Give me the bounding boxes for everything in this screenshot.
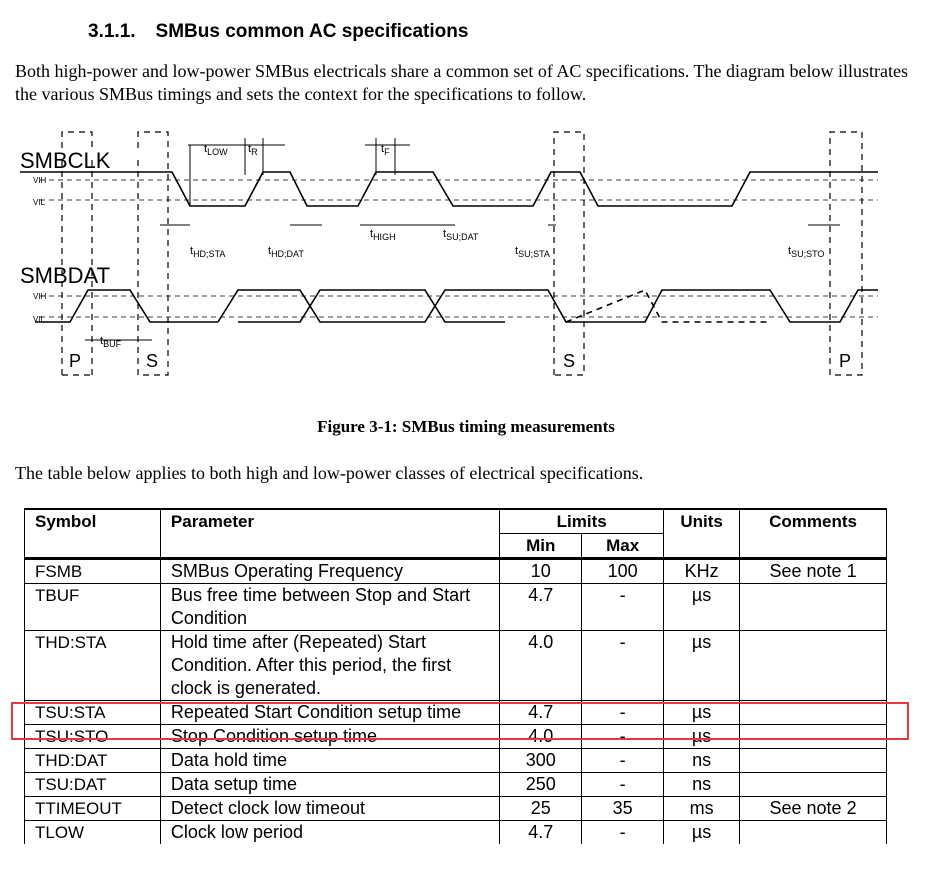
table-row: TSU:STA Repeated Start Condition setup time 4.7 - µs bbox=[25, 701, 887, 725]
dat-vil: VIL bbox=[33, 315, 46, 324]
dat-vih: VIH bbox=[33, 292, 47, 301]
svg-text:tSU;STO: $t_{SU;STO}$ bbox=[788, 245, 825, 259]
svg-text:tF: $t_F$ bbox=[381, 143, 390, 157]
svg-text:tHD;DAT: $t_{HD;DAT}$ bbox=[268, 245, 304, 259]
clk-vil: VIL bbox=[33, 198, 46, 207]
table-row: THD:STA Hold time after (Repeated) Start Condition. After this period, the first clock is generated. 4.0 - µs bbox=[25, 631, 887, 701]
table-row: FSMB SMBus Operating Frequency 10 100 KHz See note 1 bbox=[25, 559, 887, 584]
svg-text:tLOW: $t_{LOW}$ bbox=[204, 143, 228, 157]
marker-s-start: S bbox=[146, 351, 159, 371]
table-row: TTIMEOUT Detect clock low timeout 25 35 ms See note 2 bbox=[25, 797, 887, 821]
marker-boxes bbox=[62, 132, 862, 375]
table-row: TSU:DAT Data setup time 250 - ns bbox=[25, 773, 887, 797]
table-row: TSU:STO Stop Condition setup time 4.0 - µs bbox=[25, 725, 887, 749]
header-parameter: Parameter bbox=[160, 509, 499, 559]
figure-caption: Figure 3-1: SMBus timing measurements bbox=[317, 417, 615, 436]
section-heading bbox=[88, 21, 468, 43]
clk-waveform bbox=[20, 172, 878, 206]
table-row: TLOW Clock low period 4.7 - µs bbox=[25, 821, 887, 845]
clk-label: SMBCLK bbox=[20, 148, 111, 173]
threshold-lines bbox=[40, 180, 878, 317]
clk-vih: VIH bbox=[33, 176, 47, 185]
header-limits: Limits bbox=[500, 509, 664, 534]
svg-text:tSU;STA: $t_{SU;STA}$ bbox=[515, 245, 550, 259]
svg-text:tHIGH: $t_{HIGH}$ bbox=[370, 228, 396, 242]
svg-text:tBUF: $t_{BUF}$ bbox=[100, 335, 122, 349]
ac-spec-table bbox=[24, 508, 887, 844]
timing-diagram bbox=[0, 118, 932, 380]
svg-text:tHD;STA: $t_{HD;STA}$ bbox=[190, 245, 226, 259]
marker-s-repeat: S bbox=[563, 351, 576, 371]
table-intro: The table below applies to both high and low-power classes of electrical specifications. bbox=[15, 463, 644, 483]
table-row: TBUF Bus free time between Stop and Start Condition 4.7 - µs bbox=[25, 584, 887, 631]
header-max: Max bbox=[582, 534, 664, 559]
svg-text:tR: $t_R$ bbox=[248, 143, 258, 157]
intro-paragraph: Both high-power and low-power SMBus electricals share a common set of AC specifications. The diagram below illustrates the various SMBus timings and sets the context for the specifications to follow. bbox=[15, 61, 908, 104]
section-number: 3.1.1. bbox=[88, 21, 136, 42]
section-title: SMBus common AC specifications bbox=[155, 21, 469, 42]
dat-label: SMBDAT bbox=[20, 263, 111, 288]
header-symbol: Symbol bbox=[25, 509, 161, 559]
svg-text:tSU;DAT: $t_{SU;DAT}$ bbox=[443, 228, 479, 242]
header-units: Units bbox=[664, 509, 740, 559]
table-row: THD:DAT Data hold time 300 - ns bbox=[25, 749, 887, 773]
marker-p-start: P bbox=[69, 351, 82, 371]
marker-p-stop: P bbox=[839, 351, 852, 371]
timing-labels bbox=[100, 143, 824, 349]
header-min: Min bbox=[500, 534, 582, 559]
header-comments: Comments bbox=[740, 509, 887, 559]
